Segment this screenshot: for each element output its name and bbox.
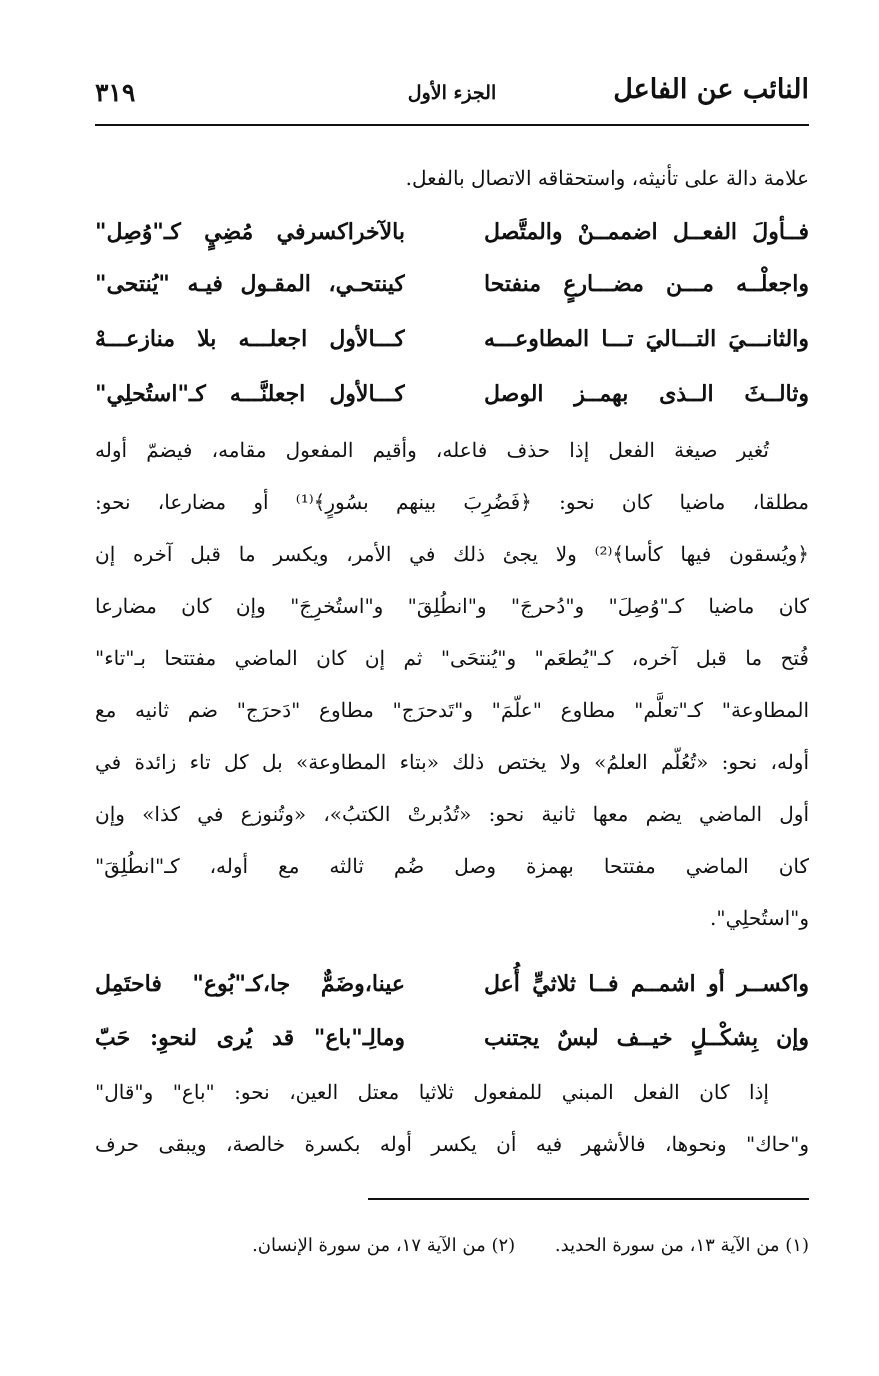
verse-first-hemistich: واجعلْــه مـــن مضـــارعٍ منفتحا: [484, 271, 809, 297]
text-line: كان ماضيا كـ"وُصِلَ" و"دُحرجَ" و"انطُلِقَ" و"استُخرِجَ" وإن كان مضارعا: [95, 594, 809, 618]
verse-row: [95, 313, 809, 365]
text-line: علامة دالة على تأنيثه، واستحقاقه الاتصال بالفعل.: [405, 166, 809, 190]
text-line: أوله، نحو: «تُعُلّم العلمُ» ولا يختص ذلك «بتاء المطاوعة» بل كل تاء زائدة في: [95, 750, 809, 774]
text-line: المطاوعة" كـ"تعلَّم" مطاوع "علّمَ" و"تَدحرَج" مطاوع "دَحرَج" ضم ثانيه مع: [95, 698, 809, 722]
verse-row: [95, 368, 809, 420]
verse-second-hemistich: ومالِـ"باع" قد يُرى لنحوِ: حَبّ: [95, 1025, 405, 1051]
verse-first-hemistich: وثالــثَ الــذى بهمــز الوصل: [484, 381, 809, 407]
chapter-title: النائب عن الفاعل: [613, 74, 809, 105]
footnotes: [95, 1226, 809, 1266]
commentary-paragraph: [95, 424, 809, 944]
verse-second-hemistich: كـــالأول اجعلـــه بلا منازعـــهْ: [95, 326, 405, 352]
footnote: (٢) من الآية ١٧، من سورة الإنسان.: [252, 1235, 516, 1256]
volume-label: الجزء الأول: [407, 82, 497, 104]
verse-first-hemistich: فــأولَ الفعــل اضممــنْ والمتَّصل: [484, 219, 809, 245]
verse-second-hemistich: عينا،وضَمٌّ جا،كـ"بُوع" فاحتَمِل: [95, 971, 405, 997]
text-line: و"حاك" ونحوها، فالأشهر فيه أن يكسر أوله بكسرة خالصة، ويبقى حرف: [95, 1132, 809, 1156]
commentary-paragraph: [95, 1066, 809, 1170]
verse-row: [95, 206, 809, 258]
text-line: إذا كان الفعل المبني للمفعول ثلاثيا معتل العين، نحو: "باع" و"قال": [95, 1080, 769, 1104]
verse-second-hemistich: كينتحـي، المقـول فيـه "يُنتحى": [95, 271, 405, 297]
text-line: فُتح ما قبل آخره، كـ"يُطعَم" و"يُنتحَى" ثم إن كان الماضي مفتتحا بـ"تاء": [95, 646, 809, 670]
running-header: [95, 72, 809, 116]
verse-second-hemistich: كـــالأول اجعلنَّـــه كـ"استُحلِي": [95, 381, 405, 407]
header-rule: [95, 124, 809, 126]
verse-first-hemistich: وإن بِشكْــلٍ خيــف لبسٌ يجتنب: [484, 1025, 809, 1051]
text-line: أول الماضي يضم معها ثانية نحو: «تُدُبرتْ الكتبُ»، «وتُنوزع في كذا» وإن: [95, 802, 809, 826]
verse-second-hemistich: بالآخراكسرفي مُضِيٍ كـ"وُصِل": [95, 219, 405, 245]
verse-row: [95, 958, 809, 1010]
verse-first-hemistich: والثانـــيَ التـــاليَ تـــا المطاوعـــه: [484, 326, 809, 352]
verse-row: [95, 258, 809, 310]
intro-block: [95, 152, 809, 204]
text-line: ﴿ويُسقون فيها كأسا﴾⁽²⁾ ولا يجئ ذلك في الأمر، ويكسر ما قبل آخره إن: [95, 542, 809, 566]
footnote: (١) من الآية ١٣، من سورة الحديد.: [554, 1235, 809, 1256]
text-line: مطلقا، ماضيا كان نحو: ﴿فَضُرِبَ بينهم بسُورٍ﴾⁽¹⁾ أو مضارعا، نحو:: [95, 490, 809, 514]
text-line: كان الماضي مفتتحا بهمزة وصل ضُم ثالثه مع أوله، كـ"انطُلِقَ": [95, 854, 809, 878]
footnote-rule: [368, 1198, 809, 1200]
text-line: و"استُحلِي".: [710, 906, 809, 930]
text-line: تُغير صيغة الفعل إذا حذف فاعله، وأقيم المفعول مقامه، فيضمّ أوله: [95, 438, 769, 462]
page-number: ٣١٩: [95, 78, 136, 107]
verse-first-hemistich: واكســر أو اشمــم فــا ثلاثيٍّ أُعل: [484, 971, 809, 997]
verse-row: [95, 1012, 809, 1064]
